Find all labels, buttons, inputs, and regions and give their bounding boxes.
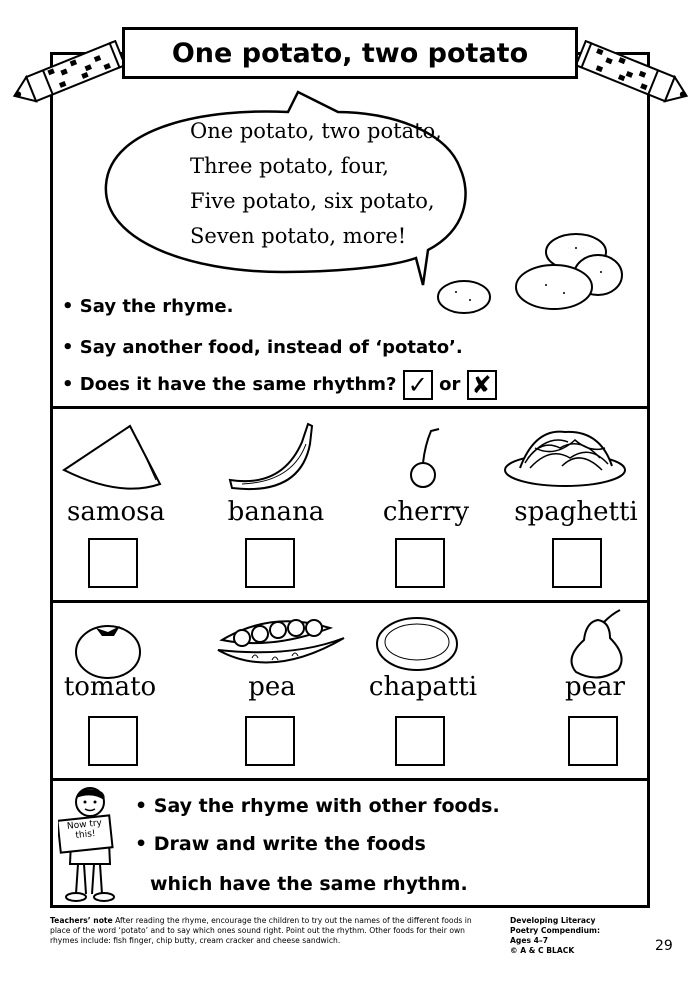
bottom-instruction-1: • Say the rhyme with other foods. bbox=[135, 795, 500, 817]
boy-with-sign-icon bbox=[58, 782, 128, 904]
credit-line: Poetry Compendium: bbox=[510, 926, 600, 935]
rhyme-line: Three potato, four, bbox=[190, 154, 389, 178]
instruction-3-row bbox=[62, 370, 497, 400]
food-label-cherry: cherry bbox=[382, 497, 470, 527]
teachers-note-label: Teachers’ note bbox=[50, 916, 113, 925]
banana-icon bbox=[222, 418, 332, 493]
instruction-1: • Say the rhyme. bbox=[62, 296, 234, 317]
credit-line: Ages 4–7 bbox=[510, 936, 548, 945]
rhyme-text bbox=[190, 114, 442, 254]
cross-box bbox=[467, 370, 497, 400]
teachers-note bbox=[50, 916, 475, 946]
chapatti-icon bbox=[372, 612, 462, 674]
cherry-icon bbox=[395, 425, 455, 490]
food-label-pear: pear bbox=[565, 672, 625, 702]
pencil-right-icon bbox=[565, 40, 695, 106]
answer-box-pea[interactable] bbox=[245, 716, 295, 766]
answer-box-chapatti[interactable] bbox=[395, 716, 445, 766]
answer-box-samosa[interactable] bbox=[88, 538, 138, 588]
food-label-chapatti: chapatti bbox=[368, 672, 478, 702]
instruction-2: • Say another food, instead of ‘potato’. bbox=[62, 337, 463, 358]
page-number: 29 bbox=[655, 938, 673, 954]
instruction-3: • Does it have the same rhythm? bbox=[62, 374, 397, 395]
tick-box bbox=[403, 370, 433, 400]
food-label-samosa: samosa bbox=[67, 497, 165, 527]
answer-box-cherry[interactable] bbox=[395, 538, 445, 588]
page-title: One potato, two potato bbox=[122, 27, 578, 79]
now-try-this-sign: Now try this! bbox=[66, 818, 103, 841]
credit-line: Developing Literacy bbox=[510, 916, 596, 925]
divider bbox=[50, 406, 650, 409]
cross-icon: ✘ bbox=[471, 371, 492, 399]
food-label-spaghetti: spaghetti bbox=[514, 497, 638, 527]
pea-pod-icon bbox=[212, 610, 352, 680]
or-label: or bbox=[439, 374, 461, 395]
spaghetti-icon bbox=[500, 418, 630, 493]
bottom-instruction-3: which have the same rhythm. bbox=[150, 873, 468, 895]
publisher-credit bbox=[510, 916, 620, 956]
answer-box-tomato[interactable] bbox=[88, 716, 138, 766]
food-label-banana: banana bbox=[227, 497, 325, 527]
check-icon: ✓ bbox=[407, 371, 428, 399]
food-label-pea: pea bbox=[248, 672, 296, 702]
answer-box-banana[interactable] bbox=[245, 538, 295, 588]
answer-box-spaghetti[interactable] bbox=[552, 538, 602, 588]
divider bbox=[50, 778, 650, 781]
food-label-tomato: tomato bbox=[63, 672, 157, 702]
rhyme-line: One potato, two potato, bbox=[190, 119, 442, 143]
divider bbox=[50, 600, 650, 603]
rhyme-line: Five potato, six potato, bbox=[190, 189, 435, 213]
bottom-instruction-2: • Draw and write the foods bbox=[135, 833, 426, 855]
answer-box-pear[interactable] bbox=[568, 716, 618, 766]
credit-line: © A & C BLACK bbox=[510, 946, 575, 955]
rhyme-line: Seven potato, more! bbox=[190, 224, 407, 248]
teachers-note-text: After reading the rhyme, encourage the children to try out the names of the different foods in place of the word ‘potato’ and to say which ones sound right. Point out the rhythm. Other foods for their own rhymes include: fish finger, chip butty, cream cracker and cheese sandwich. bbox=[50, 916, 472, 945]
samosa-icon bbox=[60, 420, 170, 495]
potatoes-illustration bbox=[436, 230, 636, 320]
